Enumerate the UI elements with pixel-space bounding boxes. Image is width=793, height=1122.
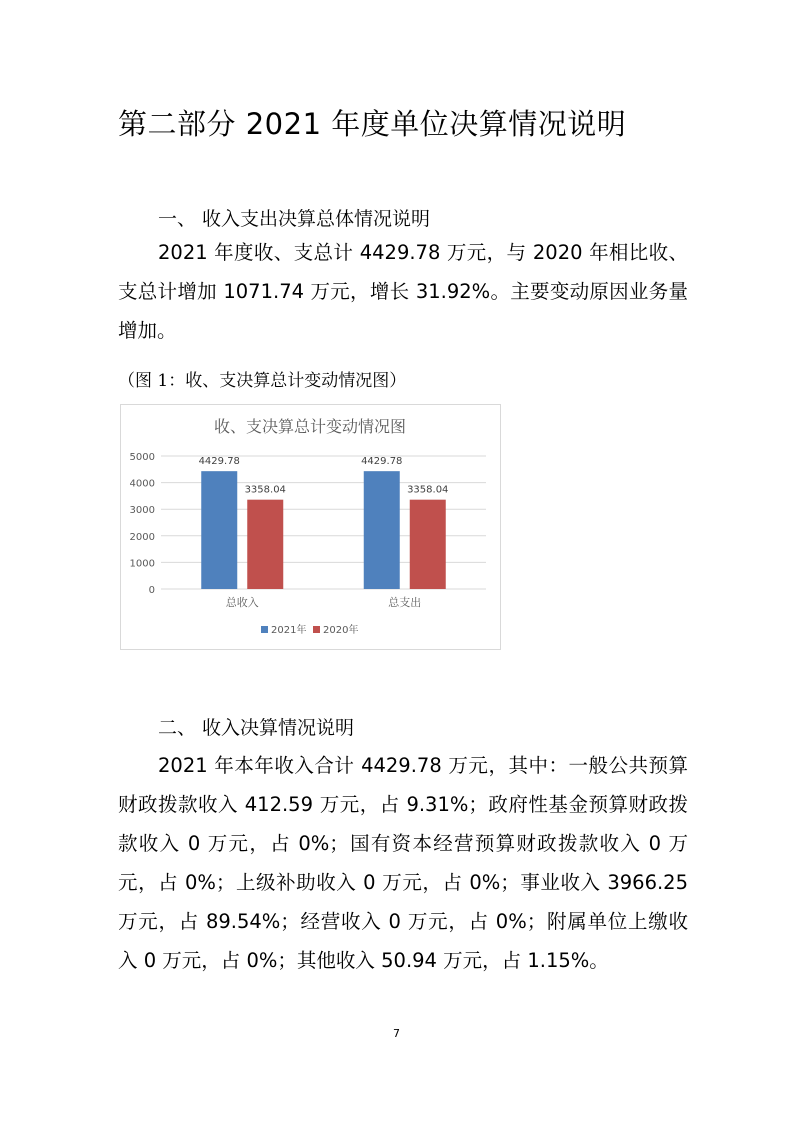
bar <box>410 500 446 589</box>
legend-label: 2021年 <box>271 625 307 636</box>
figure-caption: （图 1：收、支决算总计变动情况图） <box>118 371 407 391</box>
bar <box>364 471 400 589</box>
legend-swatch <box>313 626 320 633</box>
bar <box>247 500 283 589</box>
data-label: 4429.78 <box>198 456 240 468</box>
section-paragraph-1: 2021 年度收、支总计 4429.78 万元，与 2020 年相比收、支总计增加 1071.74 万元，增长 31.92%。主要变动原因业务量增加。 <box>118 241 688 342</box>
x-tick-label: 总收入 <box>225 596 259 609</box>
x-tick-label: 总支出 <box>388 596 422 609</box>
y-tick-label: 2000 <box>129 531 155 543</box>
y-tick-label: 4000 <box>129 478 155 490</box>
page-title: 第二部分 2021 年度单位决算情况说明 <box>118 107 627 141</box>
y-tick-label: 0 <box>148 585 155 596</box>
section-heading-2: 二、 收入决算情况说明 <box>158 717 355 739</box>
chart-title: 收、支决算总计变动情况图 <box>213 417 407 436</box>
y-tick-label: 3000 <box>129 505 155 517</box>
legend-label: 2020年 <box>323 625 359 636</box>
y-tick-label: 1000 <box>129 558 155 570</box>
data-label: 3358.04 <box>244 484 286 496</box>
bar <box>201 471 237 589</box>
legend-swatch <box>261 626 268 633</box>
chart-canvas <box>121 405 500 649</box>
section-paragraph-2: 2021 年本年收入合计 4429.78 万元，其中：一般公共预算财政拨款收入 412.59 万元，占 9.31%；政府性基金预算财政拨款收入 0 万元，占 0%；国有资本经营预算财政拨款收入 0 万元，占 0%；上级补助收入 0 万元，占 0%；事业收入 3966.25 万元，占 89.54%；经营收入 0 万元，占 0%；附属单位上缴收入 0 万元，占 0%；其他收入 50.94 万元，占 1.15%。 <box>118 754 688 972</box>
y-tick-label: 5000 <box>129 452 155 463</box>
bar-chart <box>120 404 501 650</box>
data-label: 4429.78 <box>361 456 403 468</box>
page-number: 7 <box>393 1027 400 1040</box>
data-label: 3358.04 <box>407 484 449 496</box>
section-heading-1: 一、 收入支出决算总体情况说明 <box>158 208 431 230</box>
